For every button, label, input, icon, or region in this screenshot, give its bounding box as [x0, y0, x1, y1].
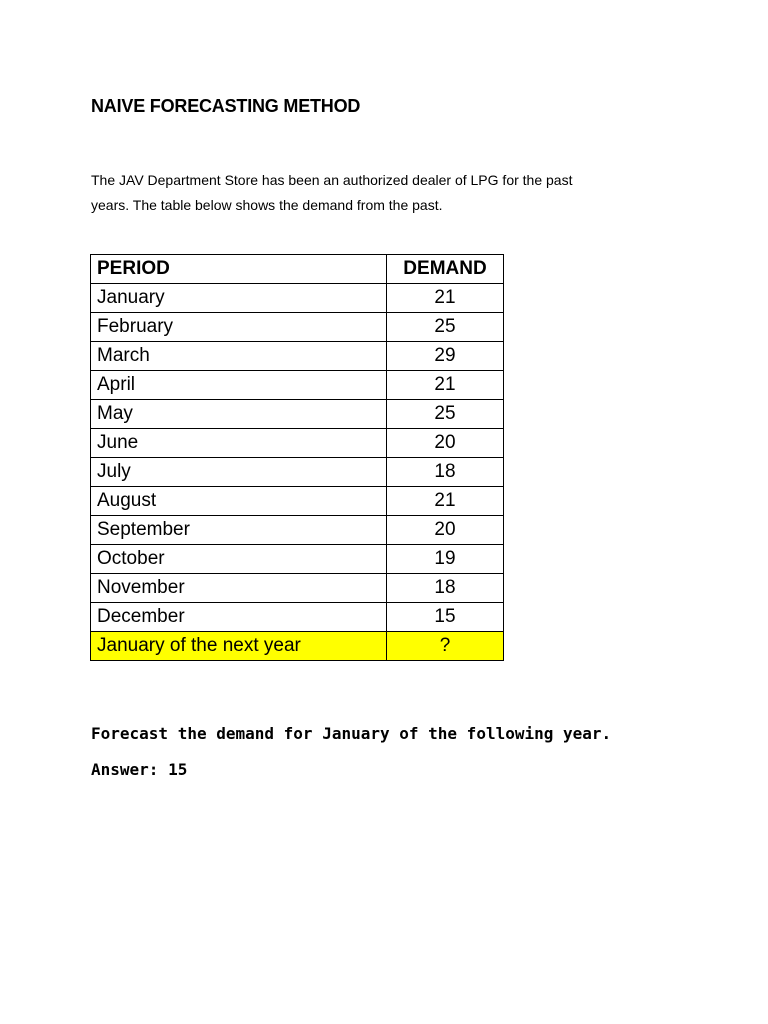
- demand-cell: 19: [387, 545, 504, 574]
- period-cell: May: [91, 400, 387, 429]
- period-column-header: PERIOD: [91, 255, 387, 284]
- demand-cell: 20: [387, 429, 504, 458]
- answer-text: Answer: 15: [91, 760, 188, 779]
- period-cell: June: [91, 429, 387, 458]
- period-cell: November: [91, 574, 387, 603]
- period-cell: September: [91, 516, 387, 545]
- demand-cell: 25: [387, 313, 504, 342]
- demand-cell: 20: [387, 516, 504, 545]
- demand-cell: 21: [387, 371, 504, 400]
- demand-cell: 18: [387, 574, 504, 603]
- table-header-row: [91, 255, 504, 284]
- demand-cell: 25: [387, 400, 504, 429]
- table-row: [91, 458, 504, 487]
- period-cell: April: [91, 371, 387, 400]
- question-text: Forecast the demand for January of the following year.: [91, 724, 612, 743]
- intro-paragraph: [91, 168, 671, 218]
- period-cell: March: [91, 342, 387, 371]
- period-cell: October: [91, 545, 387, 574]
- table-row: [91, 400, 504, 429]
- forecast-demand-cell: ?: [387, 632, 504, 661]
- forecast-period-cell: January of the next year: [91, 632, 387, 661]
- table-row: [91, 313, 504, 342]
- table-row: [91, 603, 504, 632]
- demand-cell: 21: [387, 284, 504, 313]
- period-cell: July: [91, 458, 387, 487]
- table-row: [91, 545, 504, 574]
- demand-table: [90, 254, 504, 661]
- period-cell: January: [91, 284, 387, 313]
- document-title: NAIVE FORECASTING METHOD: [91, 96, 361, 116]
- demand-cell: 29: [387, 342, 504, 371]
- table-row: [91, 284, 504, 313]
- intro-line-2: years. The table below shows the demand from the past.: [91, 197, 443, 213]
- period-cell: August: [91, 487, 387, 516]
- table-row: [91, 371, 504, 400]
- intro-line-1: The JAV Department Store has been an authorized dealer of LPG for the past: [91, 172, 573, 188]
- demand-cell: 18: [387, 458, 504, 487]
- demand-cell: 15: [387, 603, 504, 632]
- demand-cell: 21: [387, 487, 504, 516]
- table-row: [91, 342, 504, 371]
- demand-column-header: DEMAND: [387, 255, 504, 284]
- table-row: [91, 487, 504, 516]
- period-cell: February: [91, 313, 387, 342]
- table-row: [91, 574, 504, 603]
- period-cell: December: [91, 603, 387, 632]
- highlighted-forecast-row: [91, 632, 504, 661]
- table-row: [91, 516, 504, 545]
- table-row: [91, 429, 504, 458]
